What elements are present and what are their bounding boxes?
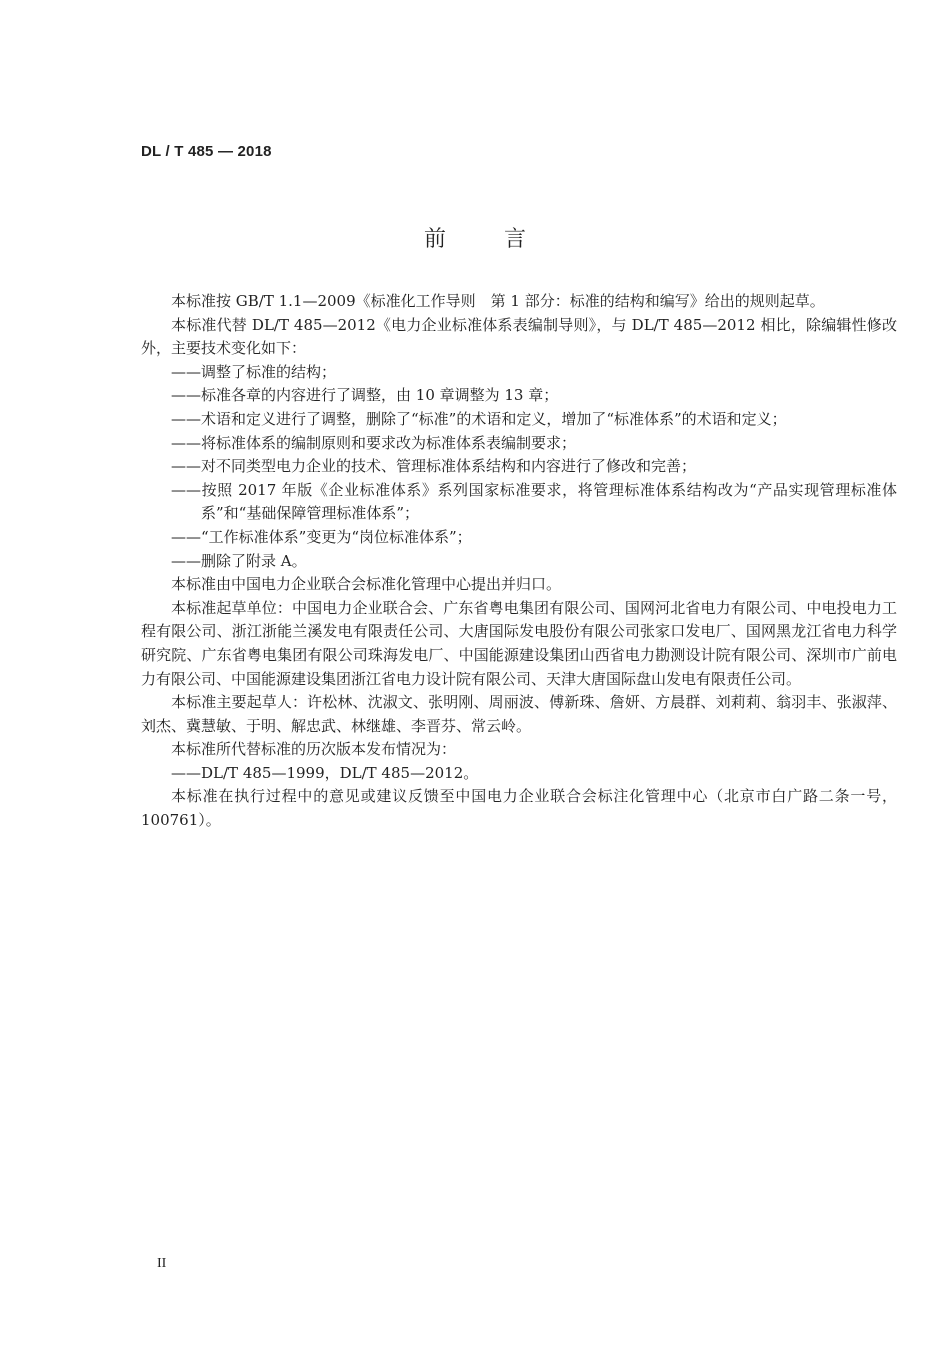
foreword-body <box>141 290 897 833</box>
paragraph-history: 本标准所代替标准的历次版本发布情况为： <box>171 740 457 759</box>
change-item-2: ——标准各章的内容进行了调整，由 10 章调整为 13 章； <box>171 386 559 405</box>
paragraph-drafting-units: 本标准起草单位：中国电力企业联合会、广东省粤电集团有限公司、国网河北省电力有限公司、中电投电力工程有限公司、浙江浙能兰溪发电有限责任公司、大唐国际发电股份有限公司张家口发电厂、国网黑龙江省电力科学研究院、广东省粤电集团有限公司珠海发电厂、中国能源建设集团山西省电力勘测设计院有限公司、深圳市广前电力有限公司、中国能源建设集团浙江省电力设计院有限公司、天津大唐国际盘山发电有限责任公司。 <box>141 598 897 688</box>
change-item-8: ——删除了附录 A。 <box>171 551 307 570</box>
change-item-6: ——按照 2017 年版《企业标准体系》系列国家标准要求，将管理标准体系结构改为“产品实现管理标准体系”和“基础保障管理标准体系”； <box>171 480 897 523</box>
paragraph-basis: 本标准按 GB/T 1.1—2009《标准化工作导则 第 1 部分：标准的结构和编写》给出的规则起草。 <box>171 292 825 310</box>
title-char-1: 前 <box>423 227 446 252</box>
paragraph-drafters: 本标准主要起草人：许松林、沈淑文、张明刚、周丽波、傅新珠、詹妍、方晨群、刘莉莉、翁羽丰、张淑萍、刘杰、冀慧敏、于明、解忠武、林继雄、李晋芬、常云岭。 <box>141 693 897 735</box>
change-item-5: ——对不同类型电力企业的技术、管理标准体系结构和内容进行了修改和完善； <box>171 457 697 476</box>
title-char-2: 言 <box>504 227 527 252</box>
change-item-7: ——“工作标准体系”变更为“岗位标准体系”； <box>171 527 472 546</box>
change-item-4: ——将标准体系的编制原则和要求改为标准体系表编制要求； <box>171 433 577 452</box>
change-item-1: ——调整了标准的结构； <box>171 362 337 381</box>
paragraph-replaces: 本标准代替 DL/T 485—2012《电力企业标准体系表编制导则》，与 DL/T 485—2012 相比，除编辑性修改外，主要技术变化如下： <box>141 315 897 358</box>
paragraph-feedback: 本标准在执行过程中的意见或建议反馈至中国电力企业联合会标注化管理中心（北京市白广路二条一号，100761）。 <box>141 787 897 830</box>
change-item-3: ——术语和定义进行了调整，删除了“标准”的术语和定义，增加了“标准体系”的术语和定义； <box>171 409 787 428</box>
history-item: ——DL/T 485—1999，DL/T 485—2012。 <box>171 763 479 782</box>
document-code: DL / T 485 — 2018 <box>141 143 272 160</box>
page-number: II <box>157 1256 167 1271</box>
page-title <box>0 222 950 253</box>
paragraph-proposer: 本标准由中国电力企业联合会标准化管理中心提出并归口。 <box>171 575 562 594</box>
